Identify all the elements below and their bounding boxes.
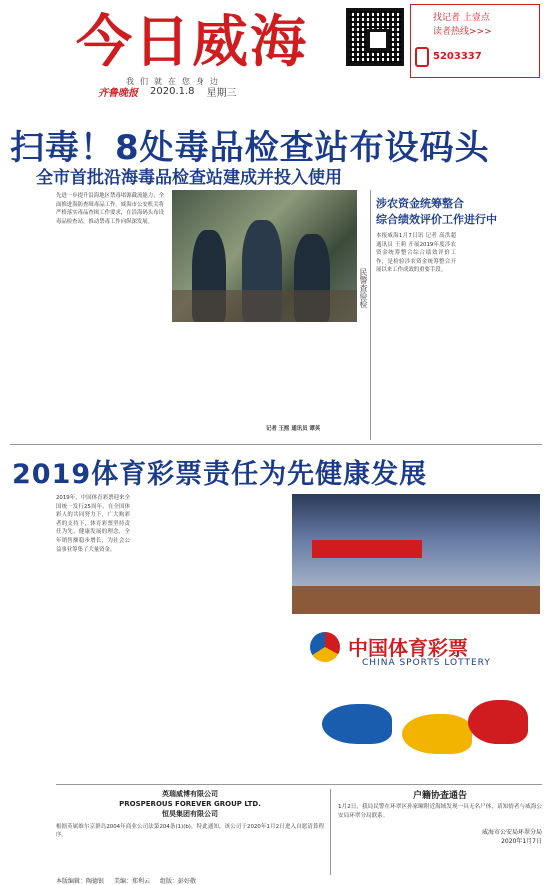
lottery-headline: 2019体育彩票责任为先健康发展: [12, 459, 428, 490]
notice2-date: 2020年1月7日: [501, 838, 542, 845]
story1-column-3: [266, 326, 358, 434]
lottery-logo-icon: [310, 632, 340, 662]
story2-column-1: [376, 232, 456, 440]
footer-editor: 本版编辑：陶德银: [56, 878, 105, 885]
lottery-ad: [292, 614, 540, 782]
lottery-brand-cn: 中国体育彩票: [348, 636, 468, 660]
slogan: 我们就在您身边: [126, 77, 224, 86]
main-headline: 扫毒！8处毒品检查站布设码头: [10, 128, 490, 168]
qr-code-icon[interactable]: [346, 8, 404, 66]
household-notice: [338, 789, 542, 875]
date-bar: [98, 84, 237, 99]
notice1-line3: 恒昊集团有限公司: [162, 810, 218, 818]
notice1-line2: PROSPEROUS FOREVER GROUP LTD.: [119, 800, 261, 808]
lottery-shop-image: [292, 494, 540, 614]
paper-name: 齐鲁晚报: [98, 88, 138, 99]
notice2-title: 户籍协查通告: [412, 791, 467, 801]
phone-icon: [415, 47, 429, 67]
inspection-photo: [172, 190, 357, 322]
footer-proofer: 组版：彭好敬: [160, 878, 197, 885]
notice1-body: 根据英属维尔京群岛2004年商业公司法第204条(1)(b)，特此通知，该公司于2020年1月2日进入自愿清算程序。: [56, 824, 324, 838]
lottery-brand-en: CHINA SPORTS LOTTERY: [362, 658, 491, 668]
notice1-title: 英瑞威博有限公司: [162, 790, 218, 798]
story1-column-2: [172, 326, 262, 444]
page-footer: [56, 876, 196, 885]
hotline-label2: 读者热线>>>: [433, 27, 492, 37]
column-divider: [370, 190, 371, 440]
section-divider: [10, 444, 542, 445]
notice2-body: 1月2日，我局民警在环翠区孙家疃附近海域发现一具无名尸体，请知情者与威海公安局环翠分局联系。: [338, 804, 542, 819]
masthead: [0, 0, 550, 98]
reader-hotline-box: [410, 4, 540, 78]
footer-designer: 美编：郑利云: [114, 878, 151, 885]
issue-date: 2020.1.8: [150, 86, 195, 97]
issue-weekday: 星期三: [206, 88, 237, 99]
story3-column-3: [212, 494, 286, 784]
main-subheadline: 全市首批沿海毒品检查站建成并投入使用: [36, 168, 342, 188]
side-headline-text: 涉农资金统筹整合 综合绩效评价工作进行中: [376, 197, 497, 226]
story2-column-2: [462, 232, 542, 440]
notice2-org: 威海市公安局环翠分局: [481, 829, 542, 836]
notice-divider: [56, 784, 542, 785]
hotline-number: 5203337: [433, 51, 482, 62]
hotline-label1: 找记者 上壹点: [433, 13, 490, 23]
photo-caption: 民警查验检: [359, 268, 368, 308]
lottery-photo: [292, 494, 540, 782]
logo-text: 今日威海: [76, 9, 308, 75]
story2-body: 本报威海1月7日讯 记者 高洪超 通讯员 王莉 开展2019年度涉农资金统筹整合综合绩效评价工作，是检验涉农资金统筹整合开展以来工作成效的重要手段。: [376, 233, 456, 274]
notice-column-divider: [330, 789, 331, 875]
story1-column-1: [56, 192, 164, 432]
story1-lead: 先进一步提升沿海地区禁毒堵源截流能力，全面推进海防查缉毒品工作。威海市公安机关将严格落实毒品查缉工作要求，在沿海码头布设毒品检查站，推动禁毒工作向纵深发展。: [56, 193, 164, 225]
story1-byline: 记者 王熙 通讯员 谭英: [266, 426, 321, 433]
liquidation-notice: [56, 789, 324, 875]
side-headline: [376, 196, 497, 228]
newspaper-logo: [76, 8, 318, 76]
story3-column-2: [134, 494, 208, 784]
story3-body: 2019年，中国体育彩票迎来全国统一发行25周年。在全国体彩人的共同努力下，广大购彩者的支持下，体育彩票坚持责任为先、健康发展的理念，全年销售额稳步增长，为社会公益事业筹集了大量资金。: [56, 495, 130, 553]
story3-column-1: [56, 494, 130, 784]
